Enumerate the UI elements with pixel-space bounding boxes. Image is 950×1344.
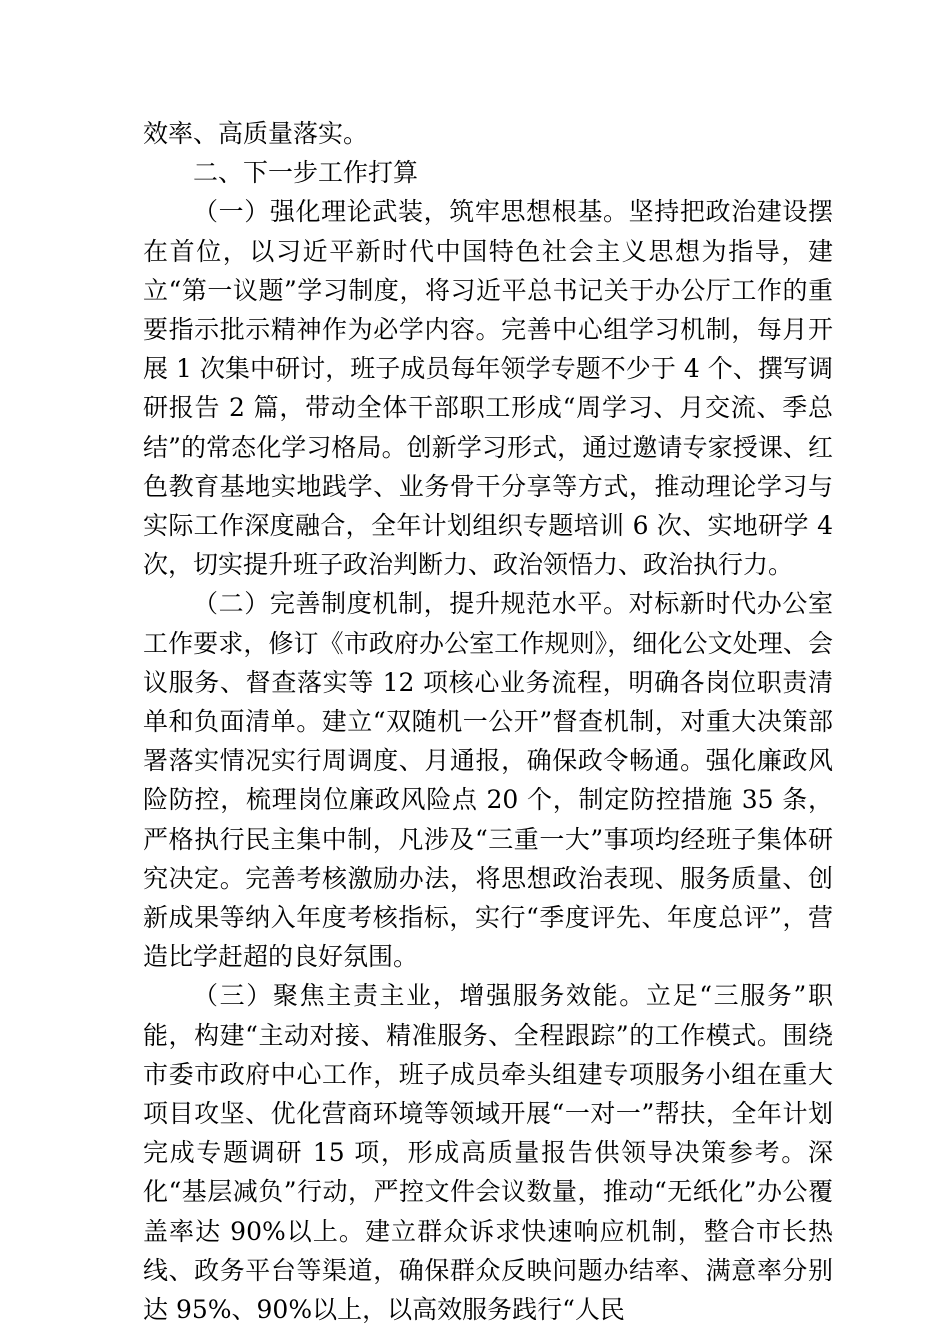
carryover-paragraph: 效率、高质量落实。 xyxy=(143,119,369,148)
section-heading: 二、下一步工作打算 xyxy=(193,158,419,188)
paragraph-item-3: （三）聚焦主责主业，增强服务效能。立足“三服务”职能，构建“主动对接、精准服务、全程跟踪”的工作模式。围绕市委市政府中心工作，班子成员牵头组建专项服务小组在重大项目攻坚、优化营商环境等领域开展“一对一”帮扶，全年计划完成专题调研 15 项，形成高质量报告供领导决策参考。深化“基层减负”行动，严控文件会议数量，推动“无纸化”办公覆盖率达 90%以上。建立群众诉求快速响应机制，整合市长热线、政务平台等渠道，确保群众反映问题办结率、满意率分别达 95%、90%以上，以高效服务践行“人民 xyxy=(143,981,833,1325)
document-body xyxy=(143,114,833,1329)
paragraph-item-1: （一）强化理论武装，筑牢思想根基。坚持把政治建设摆在首位，以习近平新时代中国特色社会主义思想为指导，建立“第一议题”学习制度，将习近平总书记关于办公厅工作的重要指示批示精神作为必学内容。完善中心组学习机制，每月开展 1 次集中研讨，班子成员每年领学专题不少于 4 个、撰写调研报告 2 篇，带动全体干部职工形成“周学习、月交流、季总结”的常态化学习格局。创新学习形式，通过邀请专家授课、红色教育基地实地践学、业务骨干分享等方式，推动理论学习与实际工作深度融合，全年计划组织专题培训 6 次、实地研学 4 次，切实提升班子政治判断力、政治领悟力、政治执行力。 xyxy=(143,197,833,580)
paragraph-item-2: （二）完善制度机制，提升规范水平。对标新时代办公室工作要求，修订《市政府办公室工作规则》，细化公文处理、会议服务、督查落实等 12 项核心业务流程，明确各岗位职责清单和负面清单。建立“双随机一公开”督查机制，对重大决策部署落实情况实行周调度、月通报，确保政令畅通。强化廉政风险防控，梳理岗位廉政风险点 20 个，制定防控措施 35 条，严格执行民主集中制，凡涉及“三重一大”事项均经班子集体研究决定。完善考核激励办法，将思想政治表现、服务质量、创新成果等纳入年度考核指标，实行“季度评先、年度总评”，营造比学赶超的良好氛围。 xyxy=(143,589,833,972)
